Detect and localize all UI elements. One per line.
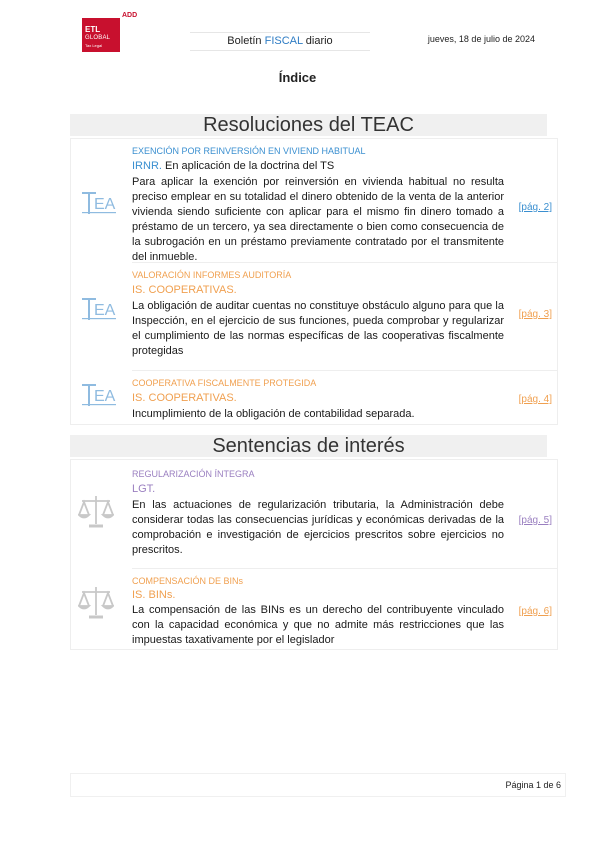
index-entry xyxy=(70,376,558,424)
entry-reference-tail: En aplicación de la doctrina del TS xyxy=(161,160,335,172)
entry-reference xyxy=(132,482,155,496)
entry-description: Incumplimiento de la obligación de contabilidad separada. xyxy=(132,408,415,420)
entry-category: REGULARIZACIÓN ÍNTEGRA xyxy=(132,469,255,479)
logo-etl-text: ETL xyxy=(85,25,101,34)
bulletin-title xyxy=(190,32,370,51)
entry-category: EXENCIÓN POR REINVERSIÓN EN VIVIEND HABITUAL xyxy=(132,146,366,156)
entry-reference-head: IS. COOPERATIVAS. xyxy=(132,284,237,296)
logo-add-text: ADD xyxy=(122,12,138,19)
page-link[interactable]: [pág. 2] xyxy=(518,202,552,213)
page-number: Página 1 de 6 xyxy=(505,780,561,790)
tea-icon xyxy=(82,298,116,320)
entry-description: Para aplicar la exención por reinversión en vivienda habitual no resulta preciso emplear en su totalidad el dinero obtenido de la venta de la anterior vivienda siendo suficiente con aplicar para el mismo fin dinero tomado a préstamo de un tercero, ya sea directamente o bien como consecuencia de la subrogación en un préstamo previamente contratado por el transmitente del inmueble. xyxy=(132,176,504,263)
svg-text:EA: EA xyxy=(94,302,116,319)
index-entry xyxy=(70,574,558,650)
entry-description: La compensación de las BINs es un derecho del contribuyente vinculado con la capacidad económica y que no admite más restricciones que las impuestas taxativamente por el legislador xyxy=(132,604,504,646)
svg-text:EA: EA xyxy=(94,388,116,405)
bulletin-accent: FISCAL xyxy=(264,35,303,47)
scales-of-justice-icon xyxy=(78,584,114,620)
company-logo xyxy=(82,12,140,52)
page-link[interactable]: [pág. 5] xyxy=(518,515,552,526)
entry-reference xyxy=(132,588,175,602)
entry-reference xyxy=(132,391,237,405)
entry-reference xyxy=(132,159,334,173)
entry-category: COMPENSACIÓN DE BINs xyxy=(132,576,244,586)
entry-description: La obligación de auditar cuentas no constituye obstáculo alguno para que la Inspección, en el ejercicio de sus funciones, pueda comprobar y regularizar el cumplimiento de las normas específicas de las cooperativas fiscalmente protegidas xyxy=(132,300,504,357)
index-title: Índice xyxy=(278,70,317,85)
page-footer xyxy=(70,773,566,797)
logo-sub-text: Tax Legal xyxy=(85,43,103,48)
svg-text:EA: EA xyxy=(94,196,116,213)
index-entry xyxy=(70,144,558,263)
entry-divider xyxy=(132,568,558,569)
entry-category: COOPERATIVA FISCALMENTE PROTEGIDA xyxy=(132,378,317,388)
page-link[interactable]: [pág. 4] xyxy=(518,394,552,405)
bulletin-date: jueves, 18 de julio de 2024 xyxy=(427,34,535,44)
bulletin-suffix: diario xyxy=(302,35,333,47)
entry-reference xyxy=(132,283,237,297)
entry-reference-head: IS. BINs. xyxy=(132,589,176,601)
entry-divider xyxy=(132,370,558,371)
entry-category: VALORACIÓN INFORMES AUDITORÍA xyxy=(132,270,292,280)
entry-reference-head: IS. COOPERATIVAS. xyxy=(132,392,237,404)
page-link[interactable]: [pág. 3] xyxy=(518,309,552,320)
logo-global-text: GLOBAL xyxy=(85,35,111,41)
page-link[interactable]: [pág. 6] xyxy=(518,606,552,617)
index-entry xyxy=(70,268,558,364)
tea-icon xyxy=(82,192,116,214)
scales-of-justice-icon xyxy=(78,493,114,529)
bulletin-prefix: Boletín xyxy=(227,35,265,47)
entry-reference-head: LGT. xyxy=(132,483,156,495)
section-title-teac: Resoluciones del TEAC xyxy=(70,114,547,136)
entry-reference-head: IRNR. xyxy=(132,160,162,172)
logo-red-block xyxy=(82,18,120,52)
entry-description: En las actuaciones de regularización tributaria, la Administración debe considerar todas las consecuencias jurídicas y económicas derivadas de la comprobación e investigación de ejercicios prescritos sobre ejercicios no prescritos. xyxy=(132,499,504,556)
index-entry xyxy=(70,467,558,563)
tea-icon xyxy=(82,384,116,406)
entry-divider xyxy=(132,262,558,263)
section-title-sentencias: Sentencias de interés xyxy=(70,435,547,457)
